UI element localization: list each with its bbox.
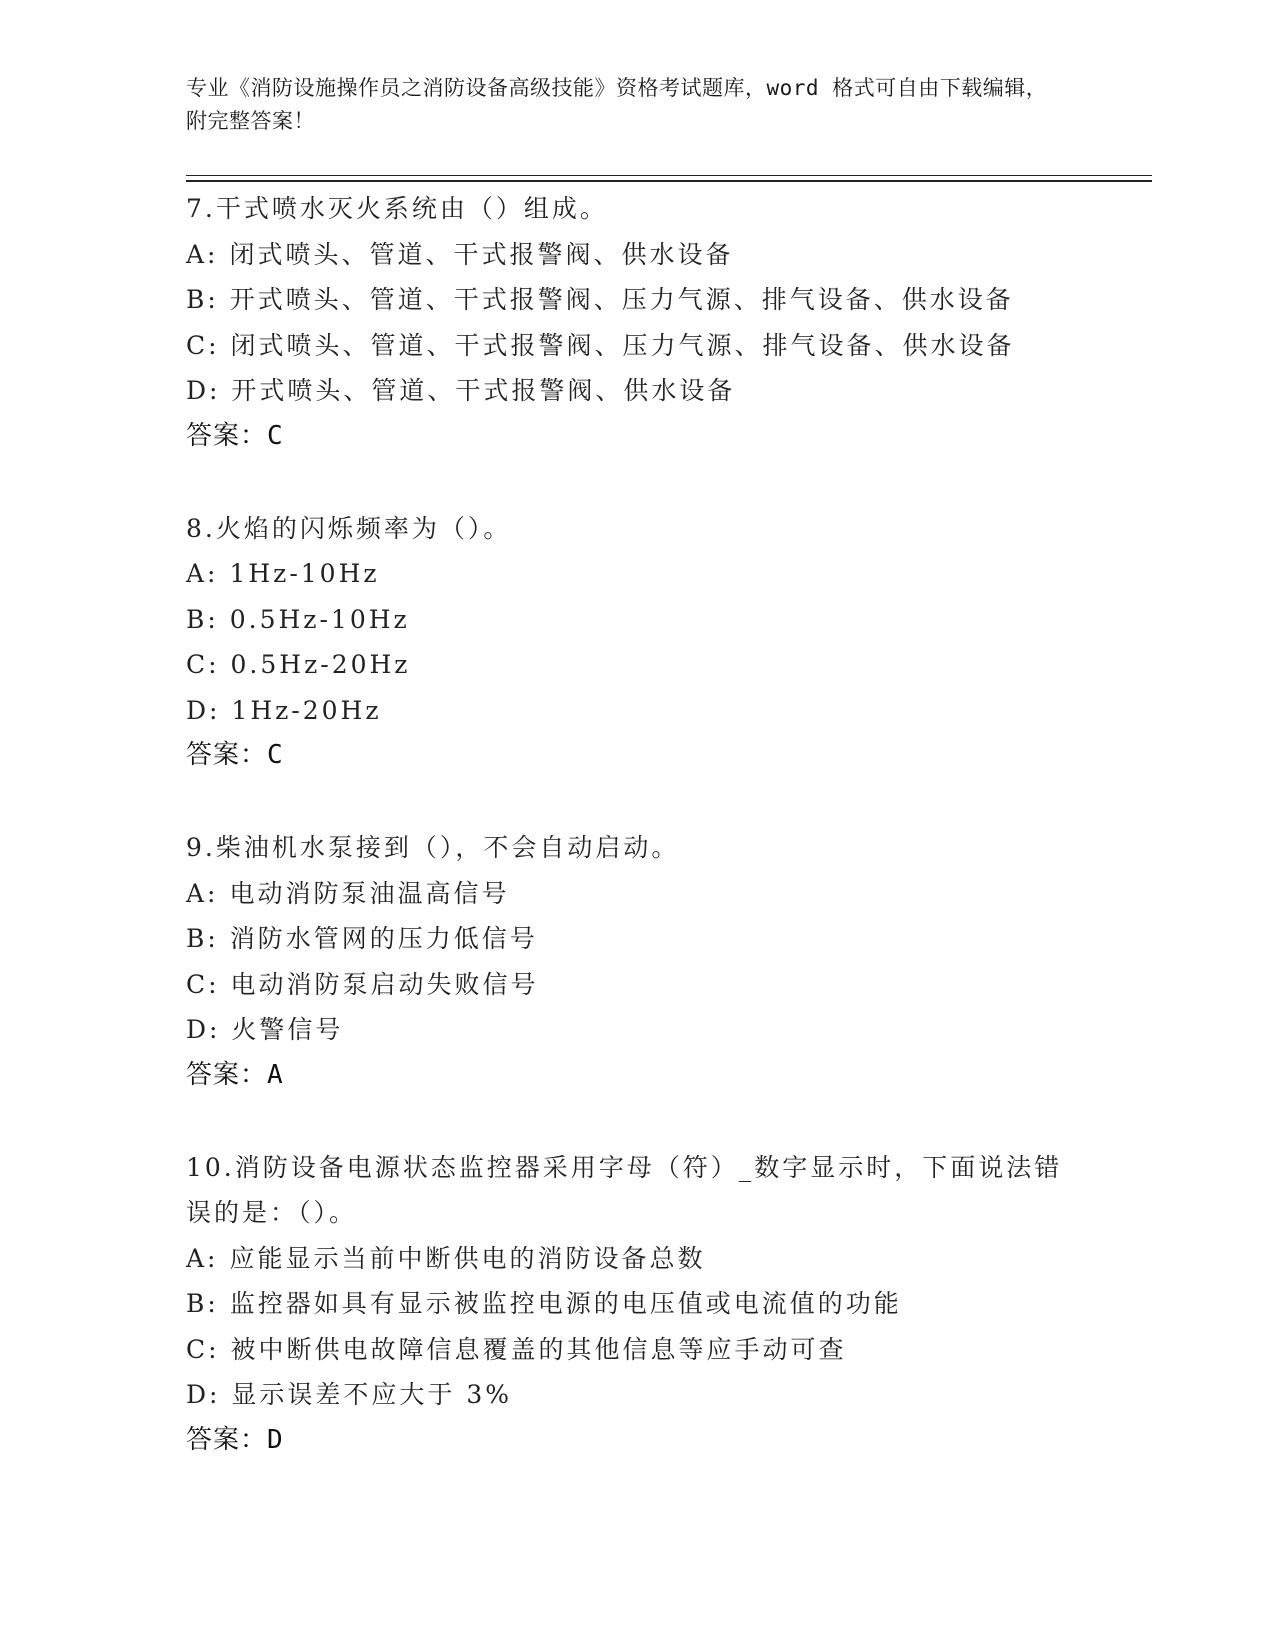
question-stem: 7.干式喷水灭火系统由（）组成。	[186, 194, 608, 223]
option-d	[186, 368, 1086, 414]
option-a	[186, 871, 1086, 917]
option-text: 1Hz-10Hz	[229, 559, 380, 588]
option-text: 应能显示当前中断供电的消防设备总数	[229, 1243, 706, 1273]
option-text: 0.5Hz-10Hz	[229, 604, 410, 634]
question-8	[186, 506, 1086, 778]
option-text: 电动消防泵启动失败信号	[230, 969, 539, 999]
option-letter: A:	[186, 878, 219, 908]
option-b	[186, 597, 1086, 643]
option-letter: A:	[186, 239, 219, 269]
question-stem: 8.火焰的闪烁频率为（）。	[186, 513, 512, 543]
option-text: 电动消防泵油温高信号	[229, 878, 510, 908]
option-d	[186, 688, 1086, 734]
option-text: 监控器如具有显示被监控电源的电压值或电流值的功能	[229, 1289, 902, 1318]
option-text: 消防水管网的压力低信号	[229, 924, 538, 953]
option-text: 闭式喷头、管道、干式报警阀、供水设备	[229, 239, 734, 269]
option-b	[186, 916, 1086, 962]
option-d	[186, 1007, 1086, 1053]
option-letter: A:	[186, 1243, 219, 1273]
option-text: 闭式喷头、管道、干式报警阀、压力气源、排气设备、供水设备	[230, 330, 1015, 360]
option-text: 被中断供电故障信息覆盖的其他信息等应手动可查	[230, 1334, 847, 1364]
question-list	[186, 186, 1086, 1510]
answer-line: 答案：D	[186, 1424, 284, 1455]
header-rule-thin	[186, 175, 1152, 176]
question-10	[186, 1145, 1086, 1462]
option-letter: D:	[186, 376, 221, 405]
option-letter: B:	[186, 604, 219, 634]
option-d	[186, 1372, 1086, 1418]
option-b	[186, 277, 1086, 323]
option-letter: C:	[186, 1334, 220, 1364]
option-letter: D:	[186, 1015, 221, 1044]
option-letter: B:	[186, 1289, 219, 1318]
option-a	[186, 232, 1086, 278]
option-text: 显示误差不应大于 3%	[231, 1380, 513, 1409]
question-9	[186, 825, 1086, 1097]
answer-line: 答案：A	[186, 1059, 284, 1090]
option-letter: C:	[186, 650, 220, 679]
option-letter: D:	[186, 695, 221, 725]
option-letter: A:	[186, 559, 219, 588]
option-a	[186, 551, 1086, 597]
option-c	[186, 1327, 1086, 1373]
document-intro: 专业《消防设施操作员之消防设备高级技能》资格考试题库，word 格式可自由下载编辑，附完整答案！	[186, 76, 1048, 133]
option-letter: C:	[186, 330, 220, 360]
header-rule-thick	[186, 180, 1152, 182]
option-letter: C:	[186, 969, 220, 999]
option-b	[186, 1281, 1086, 1327]
question-stem: 9.柴油机水泵接到（），不会自动启动。	[186, 833, 680, 862]
question-7	[186, 186, 1086, 458]
option-letter: B:	[186, 924, 219, 953]
option-c	[186, 962, 1086, 1008]
option-text: 火警信号	[231, 1015, 344, 1044]
answer-line: 答案：C	[186, 740, 284, 770]
question-stem: 10.消防设备电源状态监控器采用字母（符）_数字显示时，下面说法错误的是：（）。	[186, 1152, 1063, 1227]
option-a	[186, 1236, 1086, 1282]
option-text: 开式喷头、管道、干式报警阀、供水设备	[231, 376, 736, 405]
option-text: 开式喷头、管道、干式报警阀、压力气源、排气设备、供水设备	[229, 285, 1014, 314]
answer-line: 答案：C	[186, 420, 284, 451]
option-letter: D:	[186, 1380, 221, 1409]
option-c	[186, 323, 1086, 369]
option-text: 0.5Hz-20Hz	[230, 650, 411, 679]
option-letter: B:	[186, 285, 219, 314]
option-text: 1Hz-20Hz	[231, 695, 382, 725]
option-c	[186, 642, 1086, 688]
